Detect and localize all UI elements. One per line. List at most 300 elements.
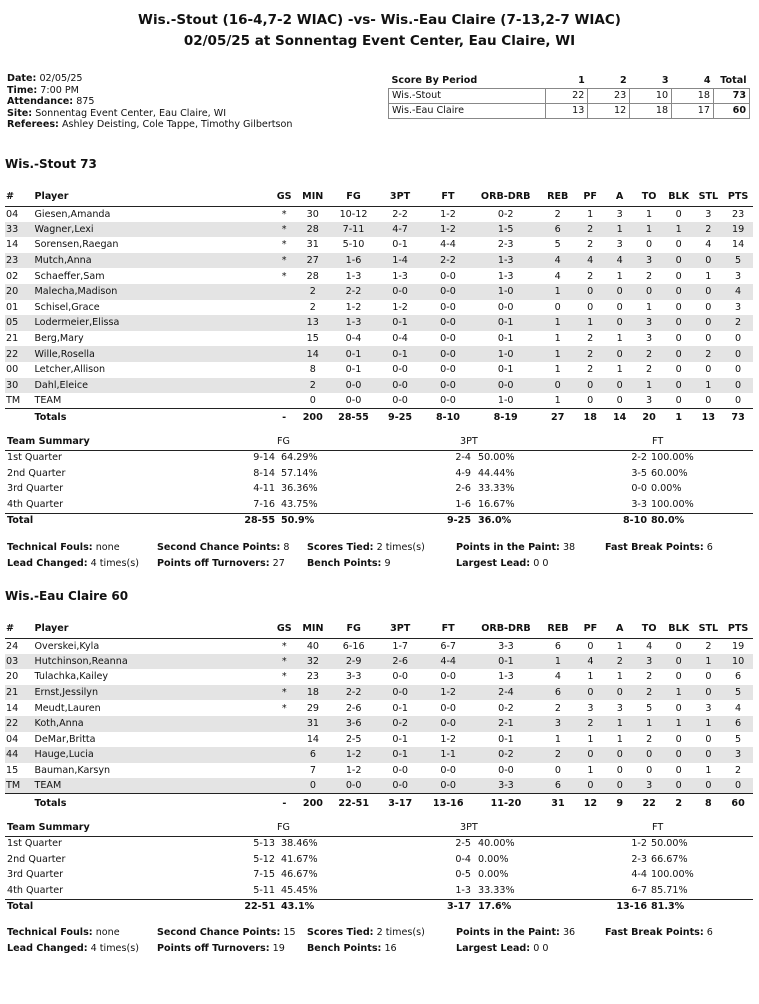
player-row	[5, 268, 753, 284]
stat-cell: 0	[694, 747, 724, 763]
player-row	[5, 206, 753, 222]
stat-cell: 0	[616, 301, 623, 313]
stat-cell: 2	[646, 364, 653, 376]
column-header: Player	[35, 188, 275, 206]
stat-cell: 1	[554, 333, 561, 345]
stat-cell: 0-0	[425, 716, 472, 732]
fg-label: FG	[277, 436, 290, 447]
stat-cell: 1	[694, 716, 724, 732]
summary-fg-pct: 43.75%	[281, 498, 318, 510]
score-by-period-row	[389, 88, 750, 103]
stat-cell: 1	[554, 364, 561, 376]
score-by-period-table	[388, 74, 750, 119]
stat-cell: 0-0	[425, 284, 472, 300]
stat-cell: 2-6	[376, 654, 425, 670]
footer-label: Second Chance Points:	[157, 542, 281, 553]
stat-cell: 2-5	[345, 733, 362, 745]
totals-cell: 3-17	[376, 794, 425, 812]
3pt-label: 3PT	[460, 436, 478, 447]
box-score-header	[5, 620, 753, 638]
stat-cell: 0	[605, 284, 634, 300]
team-footer	[7, 927, 755, 958]
footer-value: none	[95, 542, 120, 553]
summary-tpt: 0-5	[455, 869, 471, 880]
stat-cell: 14	[6, 239, 19, 251]
stat-cell: 0	[705, 395, 712, 407]
totals-cell: -	[274, 409, 294, 427]
column-header: BLK	[664, 620, 694, 638]
player-name: Schaeffer,Sam	[34, 270, 105, 282]
totals-cell: 2	[664, 794, 694, 812]
stat-cell: 0	[675, 671, 682, 683]
stat-cell: 0	[587, 301, 594, 313]
ft-label: FT	[652, 822, 664, 833]
stat-cell: 1	[634, 716, 663, 732]
player-name: Sorensen,Raegan	[34, 239, 119, 251]
totals-cell: 22-51	[332, 794, 376, 812]
player-name: Ernst,Jessilyn	[35, 685, 275, 701]
stat-cell: 4	[540, 253, 576, 269]
score-by-period-header	[389, 74, 750, 88]
player-row	[5, 669, 753, 685]
stat-cell: 0	[675, 301, 682, 313]
totals-cell: 1	[664, 409, 694, 427]
summary-tpt-pct: 0.00%	[478, 869, 509, 880]
stat-cell: 4-4	[425, 654, 472, 670]
footer-value: 4 times(s)	[90, 942, 139, 954]
footer-label: Technical Fouls:	[7, 542, 93, 553]
footer-value: 27	[272, 557, 285, 569]
stat-cell: 6	[540, 778, 576, 794]
summary-tpt-pct: 0.00%	[478, 853, 509, 865]
stat-cell	[274, 362, 294, 378]
stat-cell: 19	[731, 640, 745, 652]
stat-cell: 1-7	[392, 640, 409, 652]
stat-cell: 1-2	[345, 765, 362, 777]
stat-cell: 18	[294, 685, 331, 701]
summary-fg: 7-15	[253, 869, 275, 880]
summary-label: 2nd Quarter	[7, 853, 66, 865]
player-name: Schisel,Grace	[34, 301, 100, 313]
totals-cell: 20	[634, 409, 663, 427]
column-header: ORB-DRB	[471, 188, 540, 206]
totals-cell: 9-25	[376, 409, 425, 427]
stat-cell	[274, 778, 294, 794]
stat-cell: 0	[675, 239, 682, 251]
stat-cell: *	[274, 685, 294, 701]
stat-cell: 0	[576, 685, 605, 701]
stat-cell: 0-0	[440, 395, 456, 407]
stat-cell: 1	[616, 270, 623, 282]
stat-cell: 2	[587, 239, 594, 251]
stat-cell: 2	[554, 702, 562, 714]
stat-cell: 3	[616, 239, 623, 251]
summary-tpt: 2-4	[455, 452, 471, 463]
sbp-score: 17	[672, 103, 714, 118]
player-name: Koth,Anna	[35, 716, 275, 732]
stat-cell: 0	[675, 270, 682, 282]
stat-cell: 27	[294, 253, 331, 269]
player-name: DeMar,Britta	[34, 733, 96, 745]
stat-cell: 1	[575, 315, 604, 331]
player-row	[5, 378, 753, 394]
column-header: STL	[694, 188, 724, 206]
column-header: PTS	[723, 620, 753, 638]
stat-cell: 0-1	[471, 315, 540, 331]
stat-cell: 20	[5, 284, 35, 300]
column-header: 3PT	[376, 620, 425, 638]
period-col: 4	[703, 75, 711, 87]
stat-cell: 2	[587, 364, 594, 376]
stat-cell: 0	[587, 395, 594, 407]
stat-cell: *	[281, 239, 287, 251]
stat-cell: 5	[554, 239, 561, 251]
stat-cell: 0	[675, 733, 682, 745]
stat-cell: 1-3	[392, 270, 408, 282]
player-row	[5, 331, 753, 347]
footer-label: Points in the Paint:	[456, 927, 560, 938]
stat-cell: 1-2	[425, 685, 472, 701]
stat-cell: 2-6	[345, 702, 362, 714]
summary-label: 3rd Quarter	[7, 483, 64, 494]
stat-cell: 0-0	[376, 378, 425, 394]
stat-cell	[274, 393, 294, 409]
stat-cell	[274, 300, 294, 316]
stat-cell: 2-2	[332, 685, 376, 701]
column-header: MIN	[294, 188, 331, 206]
stat-cell: 2	[294, 378, 331, 394]
stat-cell	[274, 315, 294, 331]
stat-cell: 1	[616, 671, 623, 683]
stat-cell: 0	[705, 733, 712, 745]
totals-cell: 14	[605, 409, 634, 427]
footer-line	[7, 943, 755, 959]
summary-fg: 28-55	[244, 515, 275, 526]
stat-cell: 2-1	[472, 716, 541, 732]
stat-cell: 5-10	[342, 239, 365, 251]
stat-cell: 33	[5, 222, 35, 238]
summary-fg: 5-12	[253, 853, 275, 865]
stat-cell: 1	[587, 208, 594, 220]
player-row	[5, 685, 753, 701]
stat-cell: 0	[694, 284, 724, 300]
player-row	[5, 732, 753, 748]
stat-cell: 14	[6, 702, 19, 714]
sbp-team: Wis.-Stout	[389, 88, 546, 103]
sbp-score: 18	[672, 88, 714, 103]
stat-cell: 6	[723, 716, 753, 732]
summary-fg: 8-14	[253, 467, 275, 479]
stat-cell: 3	[634, 253, 663, 269]
stat-cell: *	[281, 671, 287, 683]
totals-cell: 8-10	[425, 409, 472, 427]
stat-cell: 1-2	[440, 208, 456, 220]
stat-cell: 01	[6, 301, 19, 313]
footer-label: Largest Lead:	[456, 557, 531, 569]
stat-cell: 0	[675, 765, 682, 777]
info-attendance: Attendance: 875	[7, 96, 95, 108]
summary-fg-pct: 46.67%	[281, 869, 318, 880]
stat-cell: 0-0	[332, 778, 376, 794]
stat-cell: 0-0	[498, 765, 514, 777]
stat-cell: 0	[735, 364, 742, 376]
summary-ft: 3-5	[631, 467, 647, 479]
summary-fg-pct: 64.29%	[281, 452, 318, 463]
info-referees: Referees: Ashley Deisting, Cole Tappe, Timothy Gilbertson	[7, 119, 293, 131]
stat-cell: TM	[6, 395, 21, 407]
stat-cell: 2	[723, 315, 753, 331]
stat-cell: 2	[646, 671, 653, 683]
column-header: REB	[540, 620, 576, 638]
footer-value: 36	[562, 927, 576, 938]
summary-fg: 4-11	[253, 483, 275, 494]
player-row	[5, 284, 753, 300]
player-row	[5, 300, 753, 316]
stat-cell: 1-0	[471, 284, 540, 300]
stat-cell: 0	[576, 778, 605, 794]
stat-cell: 0	[664, 747, 694, 763]
summary-tpt: 0-4	[455, 853, 471, 865]
stat-cell: 0-1	[376, 315, 425, 331]
stat-cell: 1	[540, 284, 576, 300]
stat-cell: 1	[646, 208, 653, 220]
footer-value: 8	[283, 542, 290, 553]
stat-cell: 5	[723, 685, 753, 701]
stat-cell: *	[281, 208, 287, 220]
period-col: 3	[661, 75, 669, 87]
summary-ft: 1-2	[631, 838, 647, 849]
stat-cell: 6	[540, 685, 576, 701]
stat-cell: 2	[694, 346, 724, 362]
stat-cell: 3	[705, 702, 712, 714]
summary-ft-pct: 85.71%	[651, 884, 688, 896]
stat-cell: 0	[675, 395, 682, 407]
stat-cell: 0	[664, 778, 694, 794]
stat-cell: 0-1	[392, 702, 409, 714]
column-header: #	[5, 188, 35, 206]
stat-cell: 3	[735, 301, 742, 313]
stat-cell: 0-2	[498, 702, 514, 714]
stat-cell	[274, 284, 294, 300]
footer-value: 16	[384, 942, 397, 954]
stat-cell: 1-2	[425, 222, 472, 238]
stat-cell: 7-11	[331, 222, 375, 238]
stat-cell: 0	[675, 364, 682, 376]
summary-ft-pct: 100.00%	[651, 869, 694, 880]
sbp-total: 60	[714, 103, 750, 118]
stat-cell: 1	[554, 733, 562, 745]
stat-cell: 0	[705, 671, 712, 683]
stat-cell: 0	[664, 284, 694, 300]
stat-cell: 30	[5, 378, 35, 394]
summary-label: Total	[7, 901, 34, 912]
summary-tpt-pct: 33.33%	[478, 884, 515, 896]
stat-cell: 1	[664, 222, 694, 238]
quarter-row	[5, 837, 753, 853]
stat-cell: 5	[646, 702, 653, 714]
summary-title: Team Summary	[7, 822, 90, 833]
stat-cell: 14	[731, 239, 745, 251]
stat-cell: 1	[694, 654, 724, 670]
stat-cell: 22	[5, 346, 35, 362]
summary-fg-pct: 43.1%	[281, 901, 315, 912]
stat-cell: 0-0	[376, 685, 425, 701]
stat-cell: 0	[646, 239, 653, 251]
stat-cell: 1-3	[498, 671, 514, 683]
footer-value: none	[95, 927, 120, 938]
summary-fg-pct: 50.9%	[281, 515, 315, 526]
stat-cell: 1	[634, 222, 663, 238]
stat-cell: 1	[587, 671, 594, 683]
stat-cell: 0	[616, 395, 623, 407]
stat-cell: 3	[616, 702, 623, 714]
summary-label: 2nd Quarter	[7, 467, 66, 479]
stat-cell: 44	[5, 747, 35, 763]
footer-lead-changed	[7, 943, 139, 954]
summary-tpt: 4-9	[455, 467, 471, 479]
stat-cell: 2-4	[472, 685, 541, 701]
stat-cell: 0-0	[440, 364, 456, 376]
stat-cell: 4	[576, 654, 605, 670]
stat-cell: 24	[6, 640, 19, 652]
player-row	[5, 393, 753, 409]
summary-tpt-pct: 17.6%	[478, 901, 512, 912]
game-subtitle: 02/05/25 at Sonnentag Event Center, Eau Claire, WI	[183, 33, 576, 49]
stat-cell: 0	[605, 747, 634, 763]
stat-cell: 0	[605, 315, 634, 331]
quarter-row	[5, 884, 753, 900]
period-col: 2	[620, 75, 627, 87]
column-header: MIN	[294, 620, 331, 638]
quarter-row	[5, 467, 753, 483]
summary-ft-pct: 80.0%	[651, 515, 685, 526]
stat-cell: 0	[575, 378, 604, 394]
stat-cell: 0	[664, 315, 694, 331]
footer-line	[7, 558, 755, 574]
stat-cell: 1	[616, 364, 623, 376]
stat-cell: 0	[675, 333, 682, 345]
stat-cell: 0	[554, 301, 561, 313]
stat-cell	[274, 716, 294, 732]
stat-cell: 5	[723, 253, 753, 269]
player-name: Mutch,Anna	[35, 253, 275, 269]
player-row	[5, 315, 753, 331]
stat-cell: 1	[587, 733, 594, 745]
score-by-period-title: Score By Period	[391, 75, 478, 87]
column-header: GS	[274, 188, 294, 206]
stat-cell: 2	[575, 346, 604, 362]
stat-cell: 1	[587, 765, 594, 777]
stat-cell: 0	[735, 395, 742, 407]
summary-ft-pct: 50.00%	[651, 838, 688, 849]
fg-label: FG	[277, 822, 290, 833]
game-info	[7, 73, 292, 131]
summary-tpt-pct: 40.00%	[478, 838, 515, 849]
player-row	[5, 778, 753, 794]
totals-cell: 18	[575, 409, 604, 427]
player-name: Wille,Rosella	[35, 346, 275, 362]
summary-ft-pct: 0.00%	[651, 483, 682, 494]
team-summary	[5, 821, 753, 915]
stat-cell: 0	[664, 378, 694, 394]
stat-cell: 0	[634, 747, 663, 763]
stat-cell: 0-4	[345, 333, 362, 345]
summary-ft-pct: 60.00%	[651, 467, 688, 479]
stat-cell: 2	[540, 747, 576, 763]
summary-total-row	[5, 513, 753, 529]
stat-cell: 10-12	[339, 208, 368, 220]
stat-cell: 2	[587, 333, 594, 345]
sbp-score: 12	[588, 103, 630, 118]
stat-cell: 21	[6, 333, 19, 345]
stat-cell: 1	[634, 378, 663, 394]
column-header: A	[605, 620, 634, 638]
summary-ft: 6-7	[631, 884, 647, 896]
column-header: REB	[540, 188, 576, 206]
stat-cell: 0-0	[497, 301, 514, 313]
summary-ft-pct: 100.00%	[651, 452, 694, 463]
stat-cell: 0-1	[376, 346, 425, 362]
player-name: Bauman,Karsyn	[34, 765, 111, 777]
sbp-total: 73	[714, 88, 750, 103]
totals-cell: 28-55	[331, 409, 375, 427]
stat-cell: 0-1	[345, 364, 362, 376]
stat-cell: 03	[5, 654, 35, 670]
player-row	[5, 638, 753, 654]
summary-label: 4th Quarter	[7, 884, 64, 896]
stat-cell: 1-2	[332, 747, 376, 763]
stat-cell: 6	[294, 747, 331, 763]
summary-tpt-pct: 44.44%	[478, 467, 515, 479]
stat-cell: 0-0	[425, 378, 472, 394]
sbp-score: 23	[588, 88, 630, 103]
stat-cell: 1	[616, 640, 623, 652]
quarter-row	[5, 498, 753, 514]
quarter-row	[5, 451, 753, 467]
stat-cell: 05	[5, 315, 35, 331]
stat-cell: 0	[675, 208, 682, 220]
summary-tpt: 1-3	[455, 884, 471, 896]
stat-cell: 2-9	[332, 654, 376, 670]
footer-second-chance	[157, 927, 296, 938]
footer-label: Points off Turnovers:	[157, 942, 270, 954]
footer-value: 9	[384, 557, 391, 569]
footer-label: Largest Lead:	[456, 942, 531, 954]
summary-fg: 5-11	[253, 884, 275, 896]
column-header: STL	[694, 620, 724, 638]
stat-cell: 0-0	[392, 671, 409, 683]
summary-label: 1st Quarter	[7, 452, 62, 463]
footer-largest-lead	[456, 558, 548, 569]
totals-cell	[5, 794, 35, 812]
totals-cell: 12	[576, 794, 605, 812]
stat-cell: 0	[605, 685, 634, 701]
totals-cell: 11-20	[472, 794, 541, 812]
player-row	[5, 763, 753, 779]
footer-turnovers	[157, 943, 285, 954]
stat-cell: 2-2	[425, 253, 472, 269]
summary-label: Total	[7, 515, 34, 526]
totals-cell: 8	[694, 794, 724, 812]
totals-cell: 31	[540, 794, 576, 812]
column-header: TO	[634, 188, 663, 206]
player-name: Dahl,Eleice	[35, 378, 275, 394]
team-title: Wis.-Eau Claire 60	[5, 589, 129, 603]
stat-cell: 0-0	[440, 702, 457, 714]
stat-cell: 3	[723, 747, 753, 763]
footer-value: 6	[706, 927, 713, 938]
team-summary-header	[5, 435, 753, 451]
